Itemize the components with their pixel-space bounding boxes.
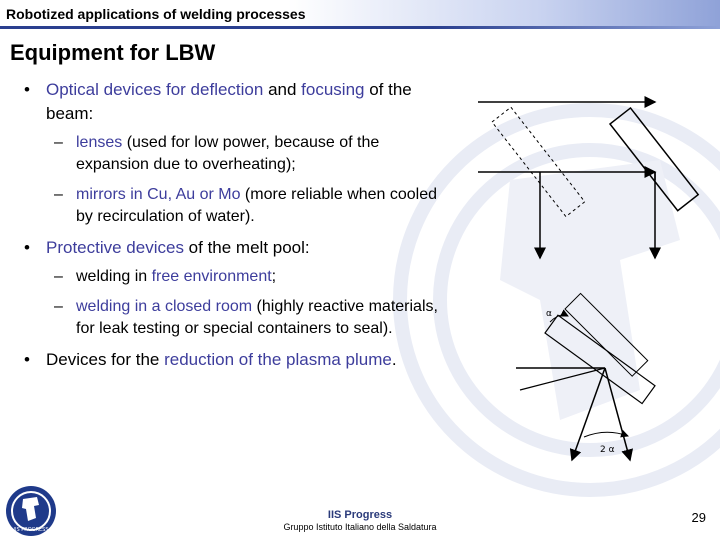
dash-icon: – [54, 298, 63, 315]
bullet-part: and [263, 80, 302, 99]
bullet-part: Protective devices [46, 238, 184, 257]
sub-part: (more reliable when cooled by recirculation of water). [76, 186, 438, 225]
footer-org: IIS Progress [327, 509, 393, 521]
dash-icon: – [54, 134, 63, 151]
bullet-part: of the beam: [46, 80, 412, 123]
rotated-mirror [545, 315, 655, 403]
mirror-dashed [492, 107, 585, 216]
mirror-deflection-diagram [460, 80, 720, 480]
rotated-mirror-outline [565, 293, 648, 376]
sub-part: welding in [76, 268, 152, 285]
bullet-text [46, 80, 412, 123]
subitem-lenses [20, 132, 440, 176]
bullet-icon: • [24, 350, 30, 369]
sub-part: (highly reactive materials, for leak testing or special containers to seal). [76, 298, 438, 337]
bullet-icon: • [24, 80, 30, 99]
header-title: Robotized applications of welding processes [6, 6, 306, 22]
subitem-mirrors [20, 184, 440, 228]
bullet-protective-devices [20, 236, 440, 260]
bullet-part: Optical devices for deflection [46, 80, 264, 99]
bullet-part: . [391, 350, 397, 369]
subitem-closed-room [20, 296, 440, 340]
content-body [20, 78, 440, 378]
header-rule [0, 26, 720, 29]
two-alpha-arc [584, 432, 628, 437]
two-alpha-label: 2 α [600, 445, 615, 455]
slide-title: Equipment for LBW [10, 40, 216, 65]
dash-icon: – [54, 186, 63, 203]
dash-icon: – [54, 268, 63, 285]
alpha-label: α [546, 309, 552, 319]
logo-text: IIS PROGRESS [13, 527, 49, 533]
sub-part: lenses [76, 134, 123, 151]
bullet-part: Devices for the [46, 350, 165, 369]
bullet-plasma-devices [20, 348, 440, 372]
footer-subtitle: Gruppo Istituto Italiano della Saldatura [283, 522, 437, 532]
sub-part: mirrors in Cu, Au or Mo [76, 186, 241, 203]
page-number: 29 [691, 510, 706, 525]
subitem-free-environment [20, 266, 440, 288]
bullet-icon: • [24, 238, 30, 257]
sub-part: (used for low power, because of the expansion due to overheating); [76, 134, 380, 173]
sub-part: welding in a closed room [76, 298, 253, 315]
mirror-solid [610, 108, 698, 211]
bullet-part: reduction of the plasma plume [164, 350, 392, 369]
bullet-optical-devices [20, 78, 440, 126]
bullet-part: of the melt pool: [183, 238, 310, 257]
sub-part: free environment [151, 268, 272, 285]
bullet-part: focusing [301, 80, 365, 99]
sub-part: ; [271, 268, 277, 285]
